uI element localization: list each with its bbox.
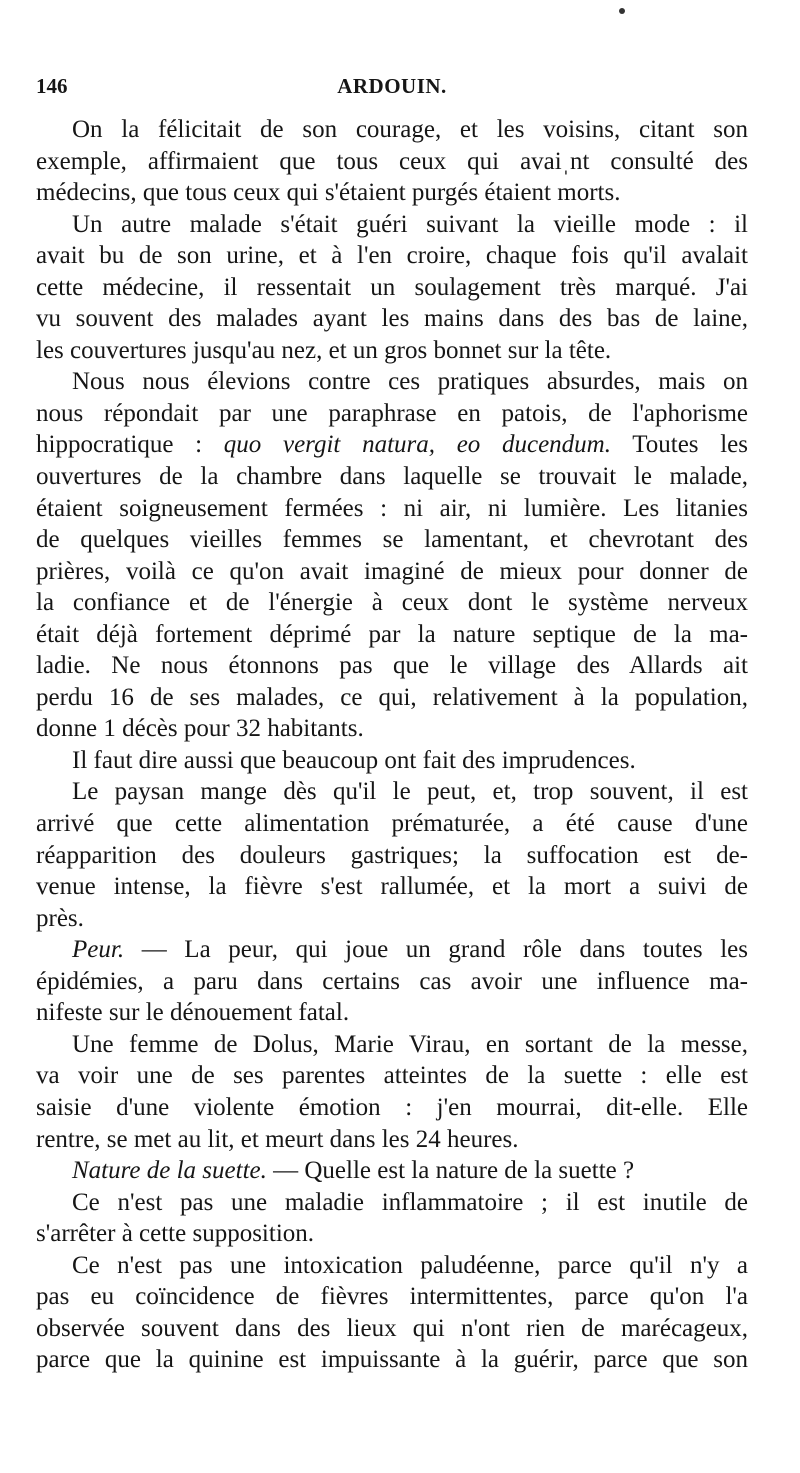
text-line	[36, 1155, 748, 1187]
text-line: Une femme de Dolus, Marie Virau, en sortant de la messe,	[72, 1030, 748, 1058]
text-line: pas eu coïncidence de fièvres intermittentes, parce qu'on l'a	[36, 1283, 748, 1311]
text-line: les couvertures jusqu'au nez, et un gros bonnet sur la tête.	[36, 336, 612, 364]
italic-phrase: quo vergit natura, eo ducendum.	[223, 431, 611, 459]
text-line: avait bu de son urine, et à l'en croire, chaque fois qu'il avalait	[36, 242, 748, 270]
text-segment: hippocratique :	[36, 431, 224, 459]
text-line: observée souvent dans des lieux qui n'ont rien de marécageux,	[36, 1314, 748, 1342]
text-line: Le paysan mange dès qu'il le peut, et, trop souvent, il est	[72, 778, 748, 806]
text-segment: — Quelle est la nature de la suette ?	[266, 1157, 635, 1185]
text-line: ladie. Ne nous étonnons pas que le village des Allards ait	[36, 652, 748, 680]
running-head: ARDOUIN.	[337, 74, 447, 98]
text-line: prières, voilà ce qu'on avait imaginé de mieux pour donner de	[36, 557, 748, 585]
text-line: Un autre malade s'était guéri suivant la vieille mode : il	[72, 210, 748, 238]
text-line: vu souvent des malades ayant les mains dans des bas de laine,	[36, 305, 748, 333]
text-line: était déjà fortement déprimé par la nature septique de la ma-	[36, 620, 748, 648]
text-line: parce que la quinine est impuissante à la guérir, parce que son	[36, 1346, 748, 1374]
text-line: épidémies, a paru dans certains cas avoir une influence ma-	[36, 967, 748, 995]
text-line: exemple, affirmaient que tous ceux qui avaiˌnt consulté des	[36, 147, 748, 175]
text-line: de quelques vieilles femmes se lamentant, et chevrotant des	[36, 526, 748, 554]
text-line: va voir une de ses parentes atteintes de la suette : elle est	[36, 1062, 748, 1090]
text-line: ouvertures de la chambre dans laquelle se trouvait le malade,	[36, 463, 748, 491]
text-line: étaient soigneusement fermées : ni air, ni lumière. Les litanies	[36, 494, 748, 522]
italic-phrase: Peur.	[72, 936, 125, 964]
text-line: perdu 16 de ses malades, ce qui, relativement à la population,	[36, 683, 748, 711]
text-line: venue intense, la fièvre s'est rallumée, et la mort a suivi de	[36, 873, 748, 901]
page-header	[36, 74, 748, 104]
text-line: rentre, se met au lit, et meurt dans les 24 heures.	[36, 1125, 519, 1153]
text-line: réapparition des douleurs gastriques; la suffocation est de-	[36, 841, 748, 869]
text-line: près.	[36, 904, 84, 932]
page-number: 146	[36, 74, 68, 98]
text-line: cette médecine, il ressentait un soulagement très marqué. J'ai	[36, 273, 748, 301]
text-line	[36, 934, 748, 966]
text-line: nifeste sur le dénouement fatal.	[36, 999, 350, 1027]
text-segment: — La peur, qui joue un grand rôle dans toutes les	[124, 936, 748, 964]
text-line: nous répondait par une paraphrase en patois, de l'aphorisme	[36, 399, 748, 427]
text-line: Ce n'est pas une intoxication paludéenne, parce qu'il n'y a	[72, 1251, 748, 1279]
italic-phrase: Nature de la suette.	[72, 1157, 267, 1185]
text-line: s'arrêter à cette supposition.	[36, 1220, 315, 1248]
text-line: médecins, que tous ceux qui s'étaient purgés étaient morts.	[36, 179, 621, 207]
text-line: saisie d'une violente émotion : j'en mourrai, dit-elle. Elle	[36, 1093, 748, 1121]
text-line: la confiance et de l'énergie à ceux dont le système nerveux	[36, 589, 748, 617]
text-line: On la félicitait de son courage, et les voisins, citant son	[72, 116, 748, 143]
text-line: Il faut dire aussi que beaucoup ont fait des imprudences.	[72, 746, 636, 774]
ink-speck	[619, 8, 625, 14]
text-line: Nous nous élevions contre ces pratiques absurdes, mais on	[72, 368, 748, 396]
text-line	[36, 429, 748, 461]
text-line: donne 1 décès pour 32 habitants.	[36, 715, 364, 743]
body-text	[36, 114, 748, 1376]
text-segment: Toutes les	[610, 431, 748, 459]
text-line: Ce n'est pas une maladie inflammatoire ; il est inutile de	[72, 1188, 748, 1216]
text-line: arrivé que cette alimentation prématurée, a été cause d'une	[36, 810, 748, 838]
